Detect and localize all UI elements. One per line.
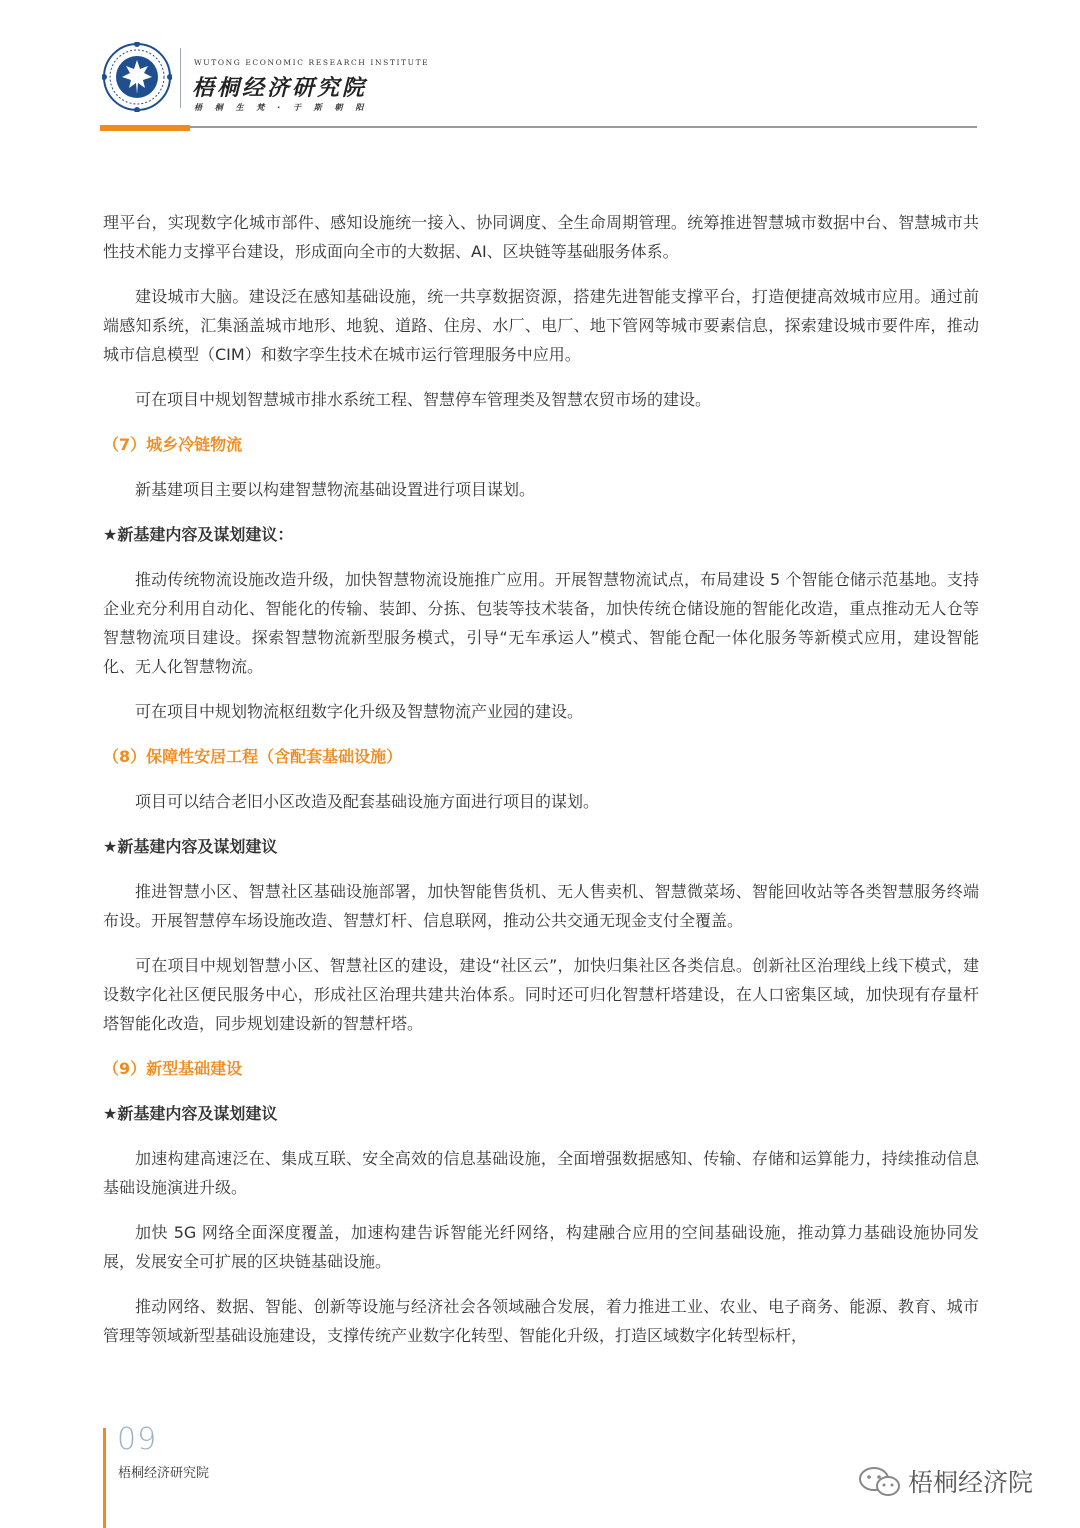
body-paragraph: 加速构建高速泛在、集成互联、安全高效的信息基础设施，全面增强数据感知、传输、存储和运算能力，持续推动信息基础设施演进升级。: [103, 1149, 979, 1197]
body-paragraph: 推动网络、数据、智能、创新等设施与经济社会各领域融合发展，着力推进工业、农业、电子商务、能源、教育、城市管理等领域新型基础设施建设，支撑传统产业数字化转型、智能化升级，打造区域数字化转型标杆，: [103, 1297, 979, 1345]
section-heading: （7）城乡冷链物流: [103, 435, 243, 454]
subsection-heading: ★新基建内容及谋划建议：: [103, 525, 294, 544]
wechat-account-name: 梧桐经济院: [908, 1468, 1034, 1497]
section-heading: （9）新型基础建设: [103, 1059, 243, 1078]
body-paragraph: 可在项目中规划物流枢纽数字化升级及智慧物流产业园的建设。: [135, 702, 584, 721]
institute-chinese-name: 梧桐经济研究院: [192, 75, 368, 101]
header-rule: [100, 126, 977, 128]
subsection-heading: ★新基建内容及谋划建议: [103, 1104, 278, 1123]
footer-accent-bar: [103, 1428, 106, 1528]
document-body: [103, 208, 979, 1366]
institute-logo-icon: [102, 42, 172, 112]
footer-org-name: 梧桐经济研究院: [118, 1466, 210, 1481]
header-divider: [180, 48, 181, 108]
body-paragraph: 可在项目中规划智慧小区、智慧社区的建设，建设“社区云”，加快归集社区各类信息。创新社区治理线上线下模式，建设数字化社区便民服务中心，形成社区治理共建共治体系。同时还可归化智慧杆塔建设，在人口密集区域，加快现有存量杆塔智能化改造，同步规划建设新的智慧杆塔。: [103, 956, 979, 1033]
page-header: [100, 38, 980, 138]
body-paragraph: 理平台，实现数字化城市部件、感知设施统一接入、协同调度、全生命周期管理。统筹推进智慧城市数据中台、智慧城市共性技术能力支撑平台建设，形成面向全市的大数据、AI、区块链等基础服务体系。: [103, 213, 979, 261]
body-paragraph: 可在项目中规划智慧城市排水系统工程、智慧停车管理类及智慧农贸市场的建设。: [135, 390, 712, 409]
body-paragraph: 建设城市大脑。建设泛在感知基础设施，统一共享数据资源，搭建先进智能支撑平台，打造便捷高效城市应用。通过前端感知系统，汇集涵盖城市地形、地貌、道路、住房、水厂、电厂、地下管网等城市要素信息，探索建设城市要件库，推动城市信息模型（CIM）和数字孪生技术在城市运行管理服务中应用。: [103, 287, 979, 364]
institute-slogan: 梧 桐 生 梵 · 于 斯 朝 阳: [194, 103, 369, 112]
wechat-icon: [858, 1467, 902, 1497]
header-accent-bar: [100, 125, 190, 131]
body-paragraph: 推进智慧小区、智慧社区基础设施部署，加快智能售货机、无人售卖机、智慧微菜场、智能回收站等各类智慧服务终端布设。开展智慧停车场设施改造、智慧灯杆、信息联网，推动公共交通无现金支付全覆盖。: [103, 882, 979, 930]
body-paragraph: 项目可以结合老旧小区改造及配套基础设施方面进行项目的谋划。: [135, 792, 600, 811]
subsection-heading: ★新基建内容及谋划建议: [103, 837, 278, 856]
body-paragraph: 新基建项目主要以构建智慧物流基础设置进行项目谋划。: [135, 480, 536, 499]
page-number: 09: [117, 1422, 158, 1457]
institute-english-name: WUTONG ECONOMIC RESEARCH INSTITUTE: [194, 58, 430, 67]
body-paragraph: 加快 5G 网络全面深度覆盖，加速构建告诉智能光纤网络，构建融合应用的空间基础设施，推动算力基础设施协同发展，发展安全可扩展的区块链基础设施。: [103, 1223, 979, 1271]
body-paragraph: 推动传统物流设施改造升级，加快智慧物流设施推广应用。开展智慧物流试点，布局建设 5 个智能仓储示范基地。支持企业充分利用自动化、智能化的传输、装卸、分拣、包装等技术装备，加快传统仓储设施的智能化改造，重点推动无人仓等智慧物流项目建设。探索智慧物流新型服务模式，引导“无车承运人”模式、智能仓配一体化服务等新模式应用，建设智能化、无人化智慧物流。: [103, 570, 979, 676]
section-heading: （8）保障性安居工程（含配套基础设施）: [103, 747, 403, 766]
